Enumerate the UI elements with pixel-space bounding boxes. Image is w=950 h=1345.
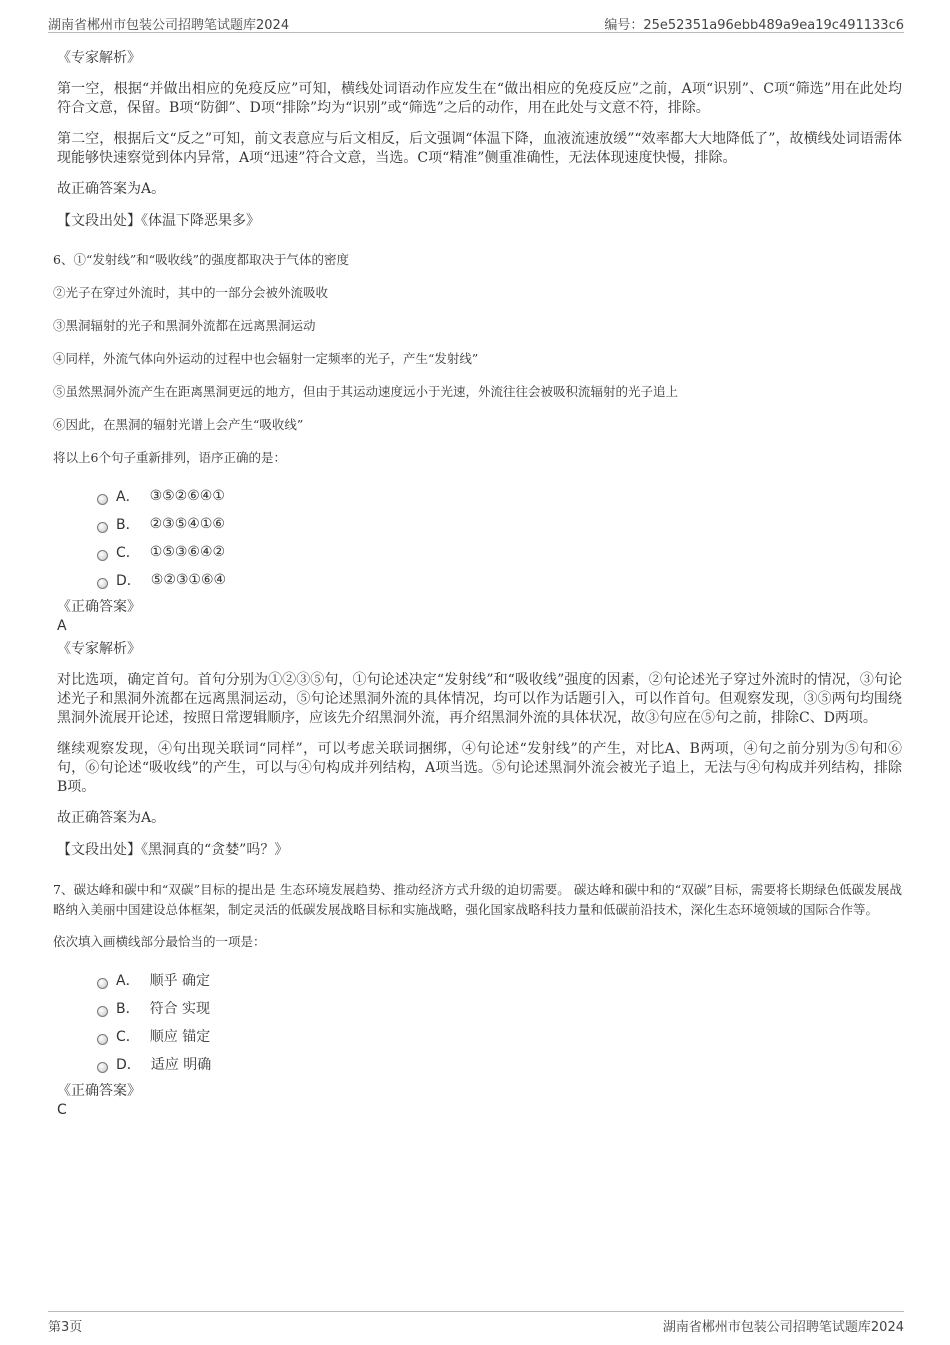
option-letter: B． [116, 1001, 140, 1017]
q5-conclusion: 故正确答案为A。 [57, 181, 166, 197]
q7-answer: C [57, 1102, 67, 1118]
header-title: 湖南省郴州市包装公司招聘笔试题库2024 [48, 18, 290, 33]
option-letter: D． [116, 573, 141, 589]
option-letter: B． [116, 517, 140, 533]
page-footer [48, 1311, 904, 1336]
q7-prompt: 依次填入画横线部分最恰当的一项是： [53, 934, 266, 949]
page-header [48, 10, 904, 33]
q6-sentence-1: 6、①“发射线”和“吸收线”的强度都取决于气体的密度 [53, 252, 350, 267]
option-letter: A． [116, 489, 140, 505]
q6-option-a[interactable] [97, 482, 902, 510]
option-text: ①⑤③⑥④② [149, 544, 226, 560]
q5-source: 【文段出处】《体温下降恶果多》 [57, 213, 260, 229]
q7-answer-label: 《正确答案》 [57, 1083, 141, 1099]
q6-source: 【文段出处】《黑洞真的“贪婪”吗？》 [57, 842, 289, 858]
option-text: 符合 实现 [149, 1001, 211, 1017]
q6-option-b[interactable] [97, 510, 902, 538]
radio-icon[interactable] [97, 1062, 108, 1073]
radio-icon[interactable] [97, 522, 108, 533]
q7-option-a[interactable] [97, 966, 902, 994]
option-text: ⑤②③①⑥④ [150, 572, 227, 588]
q6-option-c[interactable] [97, 538, 902, 566]
q7-option-d[interactable] [97, 1050, 902, 1078]
page-content [53, 46, 902, 1123]
q6-sentence-3: ③黑洞辐射的光子和黑洞外流都在远离黑洞运动 [53, 318, 316, 333]
option-letter: C． [116, 1029, 140, 1045]
option-text: ②③⑤④①⑥ [149, 516, 225, 532]
page-number: 第3页 [48, 1320, 83, 1335]
q6-answer: A [57, 618, 67, 634]
q7-option-c[interactable] [97, 1022, 902, 1050]
q5-analysis-label: 《专家解析》 [57, 50, 141, 66]
q6-sentence-5: ⑤虽然黑洞外流产生在距离黑洞更远的地方，但由于其运动速度远小于光速，外流往往会被吸积流辐射的光子追上 [53, 384, 679, 399]
q6-options [97, 482, 902, 594]
option-text: 适应 明确 [150, 1057, 212, 1073]
radio-icon[interactable] [97, 1034, 108, 1045]
q6-analysis-label: 《专家解析》 [57, 641, 141, 657]
radio-icon[interactable] [97, 978, 108, 989]
q6-sentence-6: ⑥因此，在黑洞的辐射光谱上会产生“吸收线” [53, 417, 304, 432]
header-doc-number: 编号：25e52351a96ebb489a9ea19c491133c6 [604, 18, 904, 33]
footer-title: 湖南省郴州市包装公司招聘笔试题库2024 [662, 1320, 904, 1335]
q5-analysis-para-2: 第二空，根据后文“反之”可知，前文表意应与后文相反，后文强调“体温下降，血液流速放缓”“效率都大大地降低了”，故横线处词语需体现能够快速察觉到体内异常，A项“迅速”符合文意，当选。C项“精准”侧重准确性，无法体现速度快慢，排除。 [57, 131, 902, 166]
q6-answer-label: 《正确答案》 [57, 599, 141, 615]
q6-option-d[interactable] [97, 566, 902, 594]
radio-icon[interactable] [97, 550, 108, 561]
radio-icon[interactable] [97, 1006, 108, 1017]
q7-question: 7、碳达峰和碳中和“双碳”目标的提出是 生态环境发展趋势、推动经济方式升级的迫切需要。 碳达峰和碳中和的“双碳”目标，需要将长期绿色低碳发展战略纳入美丽中国建设总体框架，制定灵活的低碳发展战略目标和实施战略，强化国家战略科技力量和低碳前沿技术，深化生态环境领域的国际合作等。 [53, 882, 902, 917]
q7-options [97, 966, 902, 1078]
radio-icon[interactable] [97, 494, 108, 505]
q6-conclusion: 故正确答案为A。 [57, 810, 166, 826]
option-text: ③⑤②⑥④① [149, 488, 225, 504]
q7-option-b[interactable] [97, 994, 902, 1022]
q6-analysis-para-1: 对比选项，确定首句。首句分别为①②③⑤句，①句论述决定“发射线”和“吸收线”强度的因素，②句论述光子穿过外流时的情况，③句论述光子和黑洞外流都在远离黑洞运动，⑤句论述黑洞外流的具体情况，均可以作为话题引入，可以作首句。但观察发现，③⑤两句均围绕黑洞外流展开论述，按照日常逻辑顺序，应该先介绍黑洞外流，再介绍黑洞外流的具体状况，故③句应在⑤句之前，排除C、D两项。 [57, 672, 902, 726]
q6-prompt: 将以上6个句子重新排列，语序正确的是： [53, 450, 286, 465]
option-letter: C． [116, 545, 140, 561]
q5-analysis-para-1: 第一空，根据“并做出相应的免疫反应”可知，横线处词语动作应发生在“做出相应的免疫反应”之前，A项“识别”、C项“筛选”用在此处均符合文意，保留。B项“防御”、D项“排除”均为“识别”或“筛选”之后的动作，用在此处与文意不符，排除。 [57, 81, 902, 116]
radio-icon[interactable] [97, 578, 108, 589]
option-letter: D． [116, 1057, 141, 1073]
q6-sentence-4: ④同样，外流气体向外运动的过程中也会辐射一定频率的光子，产生“发射线” [53, 351, 479, 366]
option-letter: A． [116, 973, 140, 989]
q6-analysis-para-2: 继续观察发现，④句出现关联词“同样”，可以考虑关联词捆绑，④句论述“发射线”的产生，对比A、B两项，④句之前分别为⑤句和⑥句，⑥句论述“吸收线”的产生，可以与④句构成并列结构，A项当选。⑤句论述黑洞外流会被光子追上，无法与④句构成并列结构，排除B项。 [57, 741, 902, 795]
option-text: 顺应 锚定 [149, 1029, 211, 1045]
option-text: 顺乎 确定 [149, 973, 211, 989]
q6-sentence-2: ②光子在穿过外流时，其中的一部分会被外流吸收 [53, 285, 329, 300]
